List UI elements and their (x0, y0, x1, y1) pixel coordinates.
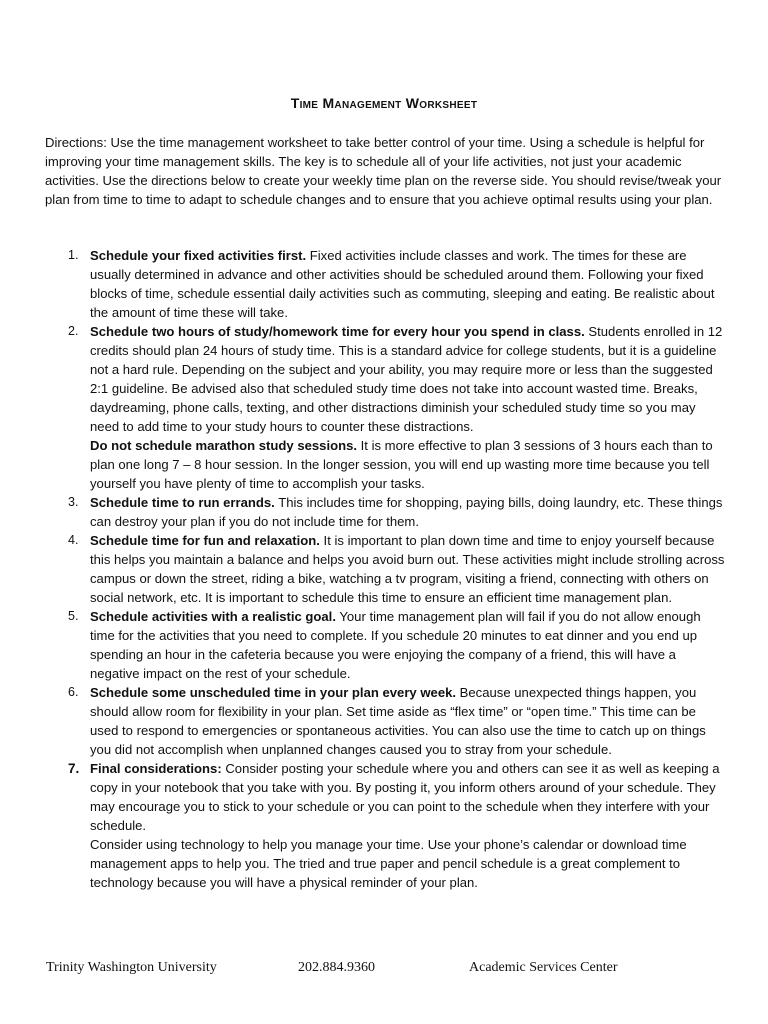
list-item (45, 493, 725, 531)
footer-department: Academic Services Center (469, 960, 618, 975)
item-heading: Schedule time for fun and relaxation. (90, 533, 320, 548)
item-text: Your time management plan will fail if you do not allow enough time for the activities that you need to complete. If you schedule 20 minutes to eat dinner and you end up spending an hour in the cafeteria because you were enjoying the company of a friend, this will have a negative impact on the rest of your schedule. (90, 609, 701, 681)
instructions-list (45, 246, 725, 892)
item-subtext: It is more effective to plan 3 sessions of 3 hours each than to plan one long 7 – 8 hour session. In the longer session, you will end up wasting more time because you tell yourself you have plenty of time to accomplish your tasks. (90, 438, 713, 491)
item-body (90, 759, 725, 835)
item-number: 2. (68, 324, 79, 338)
item-body (90, 246, 725, 322)
item-text: Students enrolled in 12 credits should plan 24 hours of study time. This is a standard advice for college students, but it is a guideline not a hard rule. Depending on the subject and your ability, you may require more or less than the suggested 2:1 guideline. Be advised also that scheduled study time does not take into account wasted time. Breaks, daydreaming, phone calls, texting, and other distractions diminish your scheduled study time so you may need to add time to your study hours to counter these distractions. (90, 324, 723, 434)
list-item (45, 322, 725, 493)
item-number: 4. (68, 533, 79, 547)
item-text: Fixed activities include classes and work. The times for these are usually determined in advance and other activities should be scheduled around them. Following your fixed blocks of time, schedule essential daily activities such as commuting, sleeping and eating. Be realistic about the amount of time these will take. (90, 248, 715, 320)
item-body (90, 531, 725, 607)
item-heading: Schedule your fixed activities first. (90, 248, 307, 263)
item-subparagraph: Consider using technology to help you manage your time. Use your phone’s calendar or download time management apps to help you. The tried and true paper and pencil schedule is a great complement to technology because you will have a physical reminder of your plan. (90, 837, 687, 890)
footer-organization: Trinity Washington University (46, 960, 217, 975)
item-text: Because unexpected things happen, you should allow room for flexibility in your plan. Set time aside as “flex time” or “open time.” This time can be used to respond to emergencies or spontaneous activities. You can also use the time to catch up on things you did not accomplish when unplanned changes caused you to stray from your schedule. (90, 685, 706, 757)
item-heading: Schedule activities with a realistic goal. (90, 609, 336, 624)
item-number: 7. (68, 761, 80, 776)
item-text: This includes time for shopping, paying bills, doing laundry, etc. These things can destroy your plan if you do not include time for them. (90, 495, 723, 529)
item-body (90, 607, 725, 683)
item-heading: Final considerations: (90, 761, 222, 776)
list-item (45, 531, 725, 607)
list-item (45, 607, 725, 683)
item-subheading: Do not schedule marathon study sessions. (90, 438, 358, 453)
item-heading: Schedule two hours of study/homework time for every hour you spend in class. (90, 324, 585, 339)
directions-paragraph: Directions: Use the time management worksheet to take better control of your time. Using a schedule is helpful for improving your time management skills. The key is to schedule all of your life activities, not just your academic activities. Use the directions below to create your weekly time plan on the reverse side. You should revise/tweak your plan from time to time to adapt to schedule changes and to ensure that you achieve optimal results using your plan. (45, 135, 722, 207)
item-text: Consider posting your schedule where you and others can see it as well as keeping a copy in your notebook that you take with you. By posting it, you inform others around of your schedule. They may encourage you to stick to your schedule or you can point to the schedule when they interfere with your schedule. (90, 761, 720, 833)
item-number: 1. (68, 248, 79, 262)
item-heading: Schedule time to run errands. (90, 495, 275, 510)
item-text: It is important to plan down time and time to enjoy yourself because this helps you maintain a balance and helps you avoid burn out. These activities might include strolling across campus or down the street, riding a bike, watching a tv program, visiting a friend, connecting with others on social network, etc. It is important to schedule this time to ensure an efficient time management plan. (90, 533, 725, 605)
item-number: 5. (68, 609, 79, 623)
item-number: 6. (68, 685, 79, 699)
list-item (45, 683, 725, 759)
list-item (45, 759, 725, 892)
item-body (90, 493, 725, 531)
item-body (90, 322, 725, 436)
item-body (90, 683, 725, 759)
list-item (45, 246, 725, 322)
item-heading: Schedule some unscheduled time in your plan every week. (90, 685, 457, 700)
item-number: 3. (68, 495, 79, 509)
item-subparagraph (90, 436, 725, 493)
page-title: Time Management Worksheet (290, 95, 478, 111)
footer-phone: 202.884.9360 (298, 960, 375, 975)
